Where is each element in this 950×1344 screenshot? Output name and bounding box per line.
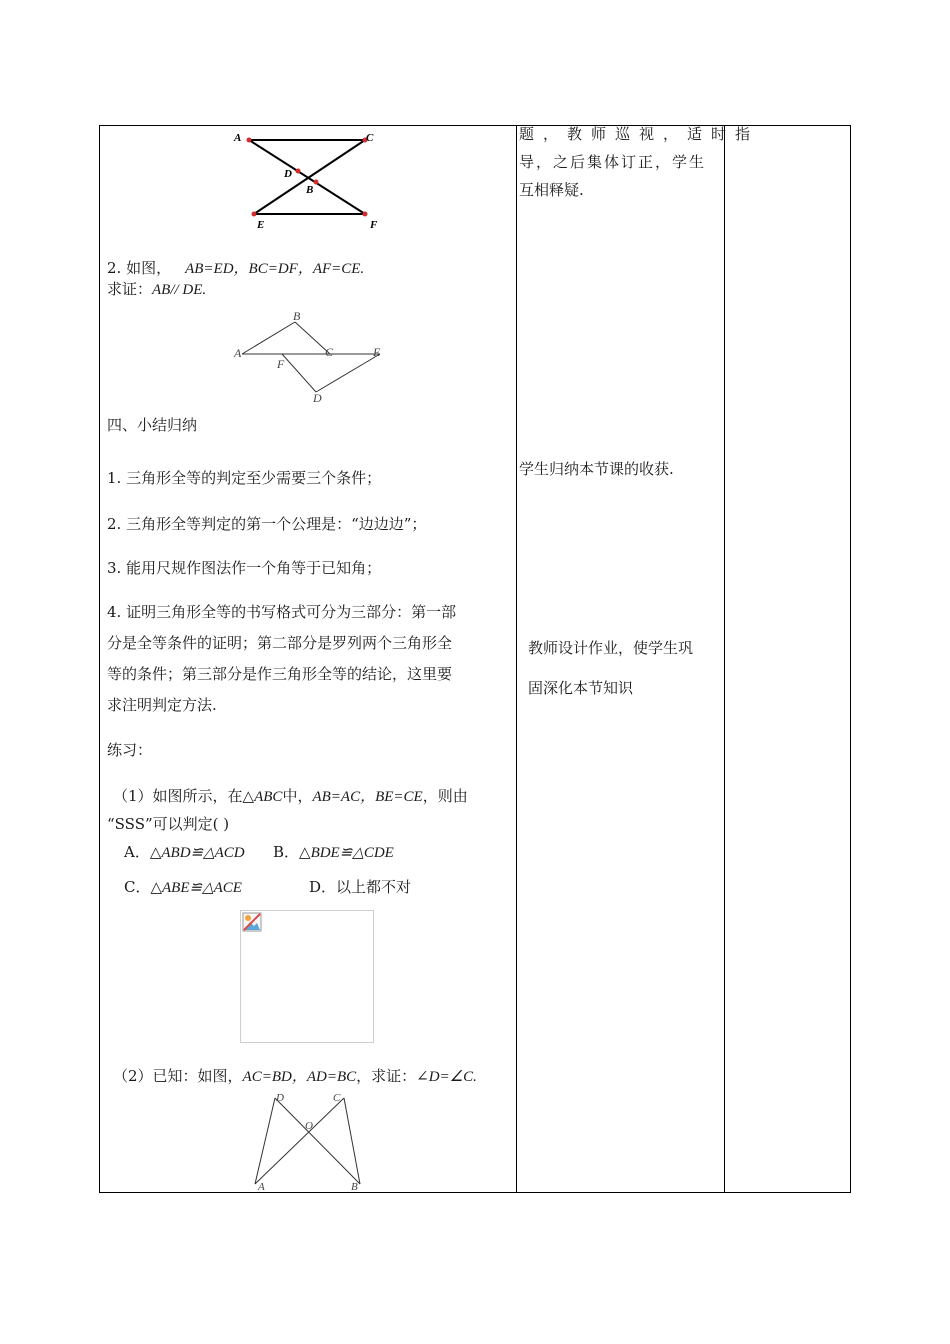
image-placeholder — [240, 910, 374, 1043]
exercise-q1-option-c — [124, 877, 242, 898]
fig3-label-a: A — [258, 1181, 265, 1192]
fig2-label-b: B — [293, 309, 301, 323]
exercise-q1-line-2: “SSS”可以判定( ) — [107, 815, 230, 833]
summary-item-1: 1. 三角形全等的判定至少需要三个条件； — [107, 469, 382, 487]
q2-text-c: ，求证：∠ — [356, 1067, 429, 1085]
table-divider-1 — [516, 125, 517, 1193]
figure-1 — [225, 128, 385, 232]
fig1-label-b: B — [306, 184, 314, 196]
q1-text-c: 中， — [282, 787, 313, 805]
summary-heading: 四、小结归纳 — [107, 416, 198, 434]
fig2-label-f: F — [277, 357, 285, 371]
problem2-line2 — [107, 279, 206, 300]
problem2-line1 — [107, 258, 364, 279]
fig3-label-o: O — [305, 1120, 313, 1132]
fig3-label-c: C — [333, 1092, 341, 1104]
fig2-label-c: C — [325, 345, 334, 359]
option-b-label: B．△ — [273, 843, 311, 861]
problem2-line1-math: AB=ED，BC=DF，AF=CE. — [185, 261, 365, 277]
fig1-label-f: F — [370, 219, 378, 231]
exercise-q1-option-b — [273, 842, 394, 863]
broken-image-icon — [242, 912, 262, 932]
exercise-q1-line-1 — [113, 786, 468, 807]
activity-homework-line-1: 教师设计作业，使学生巩 — [528, 639, 694, 657]
q2-text-a: （2）已知：如图， — [113, 1067, 243, 1085]
activity-summary: 学生归纳本节课的收获. — [519, 460, 674, 478]
table-divider-2 — [724, 125, 725, 1193]
activity-line-3: 互相释疑. — [519, 181, 584, 199]
exercise-q1-option-d: D．以上都不对 — [309, 878, 412, 896]
exercise-q2 — [113, 1066, 477, 1087]
q1-text-b: ABC — [254, 789, 283, 805]
table-border-right — [850, 125, 851, 1193]
option-b-math: BDE≌△CDE — [310, 845, 394, 861]
option-a-math: ABD≌△ACD — [161, 845, 245, 861]
problem2-line1-prefix: 2. 如图， — [107, 259, 172, 277]
fig1-label-d: D — [284, 168, 292, 180]
summary-item-3: 3. 能用尺规作图法作一个角等于已知角； — [107, 559, 382, 577]
q1-text-a: （1）如图所示，在△ — [113, 787, 255, 805]
problem2-line2-prefix: 求证： — [107, 280, 153, 298]
figure-2 — [230, 308, 390, 408]
summary-item-4-line-1: 4. 证明三角形全等的书写格式可分为三部分：第一部 — [107, 603, 457, 621]
fig2-label-d: D — [313, 391, 322, 405]
option-c-label: C．△ — [124, 878, 163, 896]
q2-text-d: D=∠C. — [428, 1069, 477, 1085]
summary-item-4-line-4: 求注明判定方法. — [107, 696, 217, 714]
fig2-label-a: A — [234, 346, 242, 360]
fig1-label-a: A — [234, 132, 242, 144]
fig1-label-c: C — [366, 132, 374, 144]
q1-text-d: AB=AC，BE=CE — [312, 789, 423, 805]
figure-3 — [245, 1088, 375, 1192]
summary-item-2: 2. 三角形全等判定的第一个公理是：“边边边”； — [107, 515, 427, 533]
table-border-bottom — [99, 1192, 851, 1193]
summary-item-4-line-2: 分是全等条件的证明；第二部分是罗列两个三角形全 — [107, 634, 453, 652]
activity-line-1: 题，教师巡视，适时指 — [519, 125, 760, 143]
summary-item-4-line-3: 等的条件；第三部分是作三角形全等的结论，这里要 — [107, 665, 453, 683]
exercise-heading: 练习： — [107, 741, 153, 759]
activity-homework-line-2: 固深化本节知识 — [528, 679, 634, 697]
problem2-line2-math: AB// DE. — [152, 282, 207, 298]
activity-line-2: 导，之后集体订正，学生 — [519, 153, 707, 171]
table-border-left — [99, 125, 100, 1193]
exercise-q1-option-a — [124, 842, 245, 863]
option-a-label: A．△ — [124, 843, 162, 861]
fig3-label-d: D — [276, 1092, 284, 1104]
fig1-label-e: E — [257, 219, 265, 231]
option-c-math: ABE≌△ACE — [162, 880, 242, 896]
fig3-label-b: B — [351, 1181, 358, 1192]
q1-text-e: ，则由 — [422, 787, 468, 805]
q2-text-b: AC=BD，AD=BC — [242, 1069, 357, 1085]
fig2-label-e: E — [373, 345, 381, 359]
